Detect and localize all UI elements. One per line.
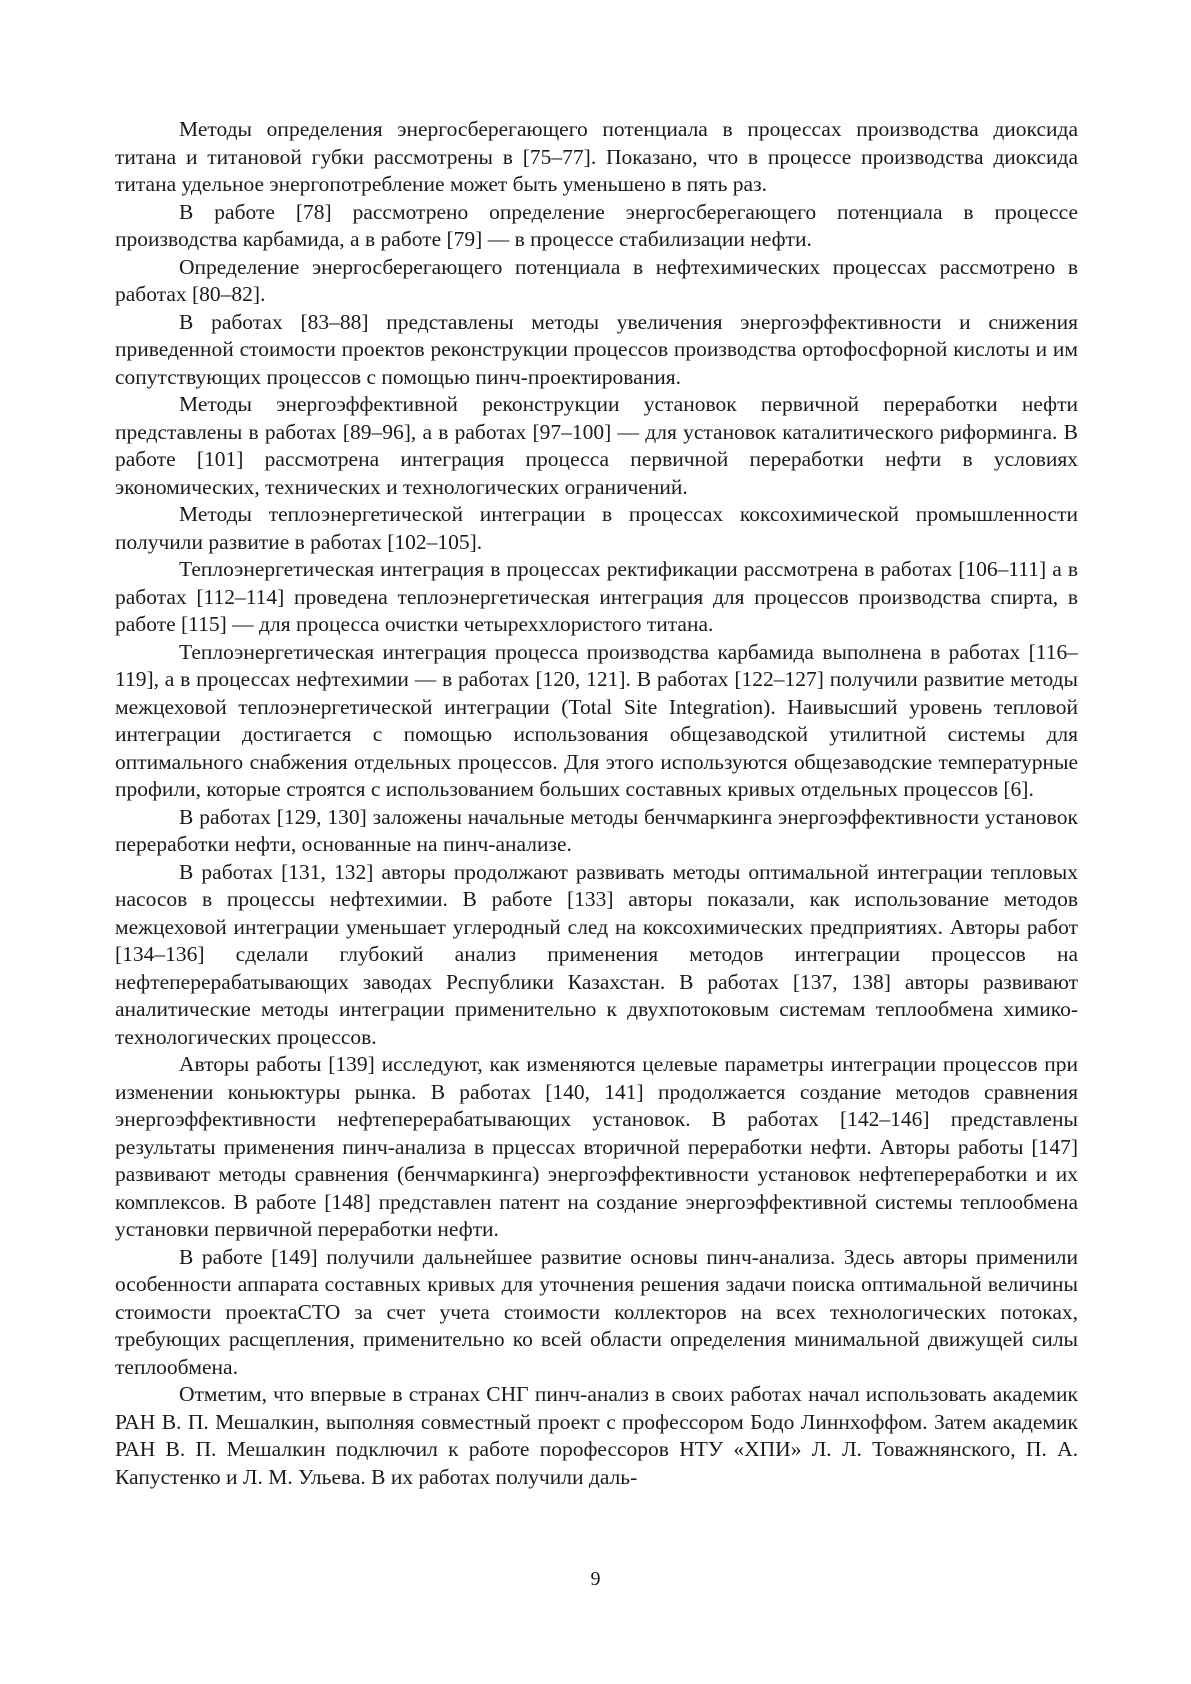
paragraph-13: Отметим, что впервые в странах СНГ пинч-анализ в своих работах начал использовать академик РАН В. П. Мешалкин, выполняя совместный проект с профессором Бодо Линнхоффом. Затем академик РАН В. П. Мешалкин подключил к работе порофессоров НТУ «ХПИ» Л. Л. Товажнянского, П. А. Капустенко и Л. М. Ульева. В их работах получили даль-: [115, 1382, 1078, 1489]
paragraph-5: Методы энергоэффективной реконструкции установок первичной переработки нефти представлены в работах [89–96], а в работах [97–100] — для установок каталитического риформинга. В работе [101] рассмотрена интеграция процесса первичной переработки нефти в условиях экономических, технических и технологических ограничений.: [115, 392, 1078, 499]
paragraph-9: В работах [129, 130] заложены начальные методы бенчмаркинга энергоэффективности установок переработки нефти, основанные на пинч-анализе.: [115, 804, 1078, 856]
paragraph-1: Методы определения энергосберегающего потенциала в процессах производства диоксида титана и титановой губки рассмотрены в [75–77]. Показано, что в процессе производства диоксида титана удельное энергопотребление может быть уменьшено в пять раз.: [115, 117, 1078, 196]
paragraph-7: Теплоэнергетическая интеграция в процессах ректификации рассмотрена в работах [106–111] а в работах [112–114] проведена теплоэнергетическая интеграция для процессов производства спирта, в работе [115] — для процесса очистки четыреххлористого титана.: [115, 557, 1078, 636]
body-text: [115, 116, 1078, 1491]
paragraph-12: В работе [149] получили дальнейшее развитие основы пинч-анализа. Здесь авторы применили особенности аппарата составных кривых для уточнения решения задачи поиска оптимальной величины стоимости проектаСТО за счет учета стоимости коллекторов на всех технологических потоках, требующих расщепления, применительно ко всей области определения минимальной движущей силы теплообмена.: [115, 1244, 1078, 1379]
page-number: 9: [590, 1568, 601, 1590]
paragraph-6: Методы теплоэнергетической интеграции в процессах коксохимической промышленности получили развитие в работах [102–105].: [115, 502, 1078, 554]
paragraph-10: В работах [131, 132] авторы продолжают развивать методы оптимальной интеграции тепловых насосов в процессы нефтехимии. В работе [133] авторы показали, как использование методов межцеховой интеграции уменьшает углеродный след на коксохимических предприятиях. Авторы работ [134–136] сделали глубокий анализ применения методов интеграции процессов на нефтеперерабатывающих заводах Республики Казахстан. В работах [137, 138] авторы развивают аналитические методы интеграции применительно к двухпотоковым системам теплообмена химико-технологических процессов.: [115, 859, 1078, 1049]
paragraph-3: Определение энергосберегающего потенциала в нефтехимических процессах рассмотрено в работах [80–82].: [115, 254, 1078, 306]
paragraph-2: В работе [78] рассмотрено определение энергосберегающего потенциала в процессе производства карбамида, а в работе [79] — в процессе стабилизации нефти.: [115, 199, 1078, 251]
paragraph-4: В работах [83–88] представлены методы увеличения энергоэффективности и снижения приведенной стоимости проектов реконструкции процессов производства ортофосфорной кислоты и им сопутствующих процессов с помощью пинч-проектирования.: [115, 309, 1078, 389]
paragraph-8: Теплоэнергетическая интеграция процесса производства карбамида выполнена в работах [116–119], а в процессах нефтехимии — в работах [120, 121]. В работах [122–127] получили развитие методы межцеховой теплоэнергетической интеграции (Total Site Integration). Наивысший уровень тепловой интеграции достигается с помощью использования общезаводской утилитной системы для оптимального снабжения отдельных процессов. Для этого используются общезаводские температурные профили, которые строятся с использованием больших составных кривых отдельных процессов [6].: [115, 639, 1078, 801]
paragraph-11: Авторы работы [139] исследуют, как изменяются целевые параметры интеграции процессов при изменении коньюктуры рынка. В работах [140, 141] продолжается создание методов сравнения энергоэффективности нефтеперерабатывающих установок. В работах [142–146] представлены результаты применения пинч-анализа в прцессах вторичной переработки нефти. Авторы работы [147] развивают методы сравнения (бенчмаркинга) энергоэффективности установок нефтепереработки и их комплексов. В работе [148] представлен патент на создание энергоэффективной системы теплообмена установки первичной переработки нефти.: [115, 1052, 1078, 1241]
